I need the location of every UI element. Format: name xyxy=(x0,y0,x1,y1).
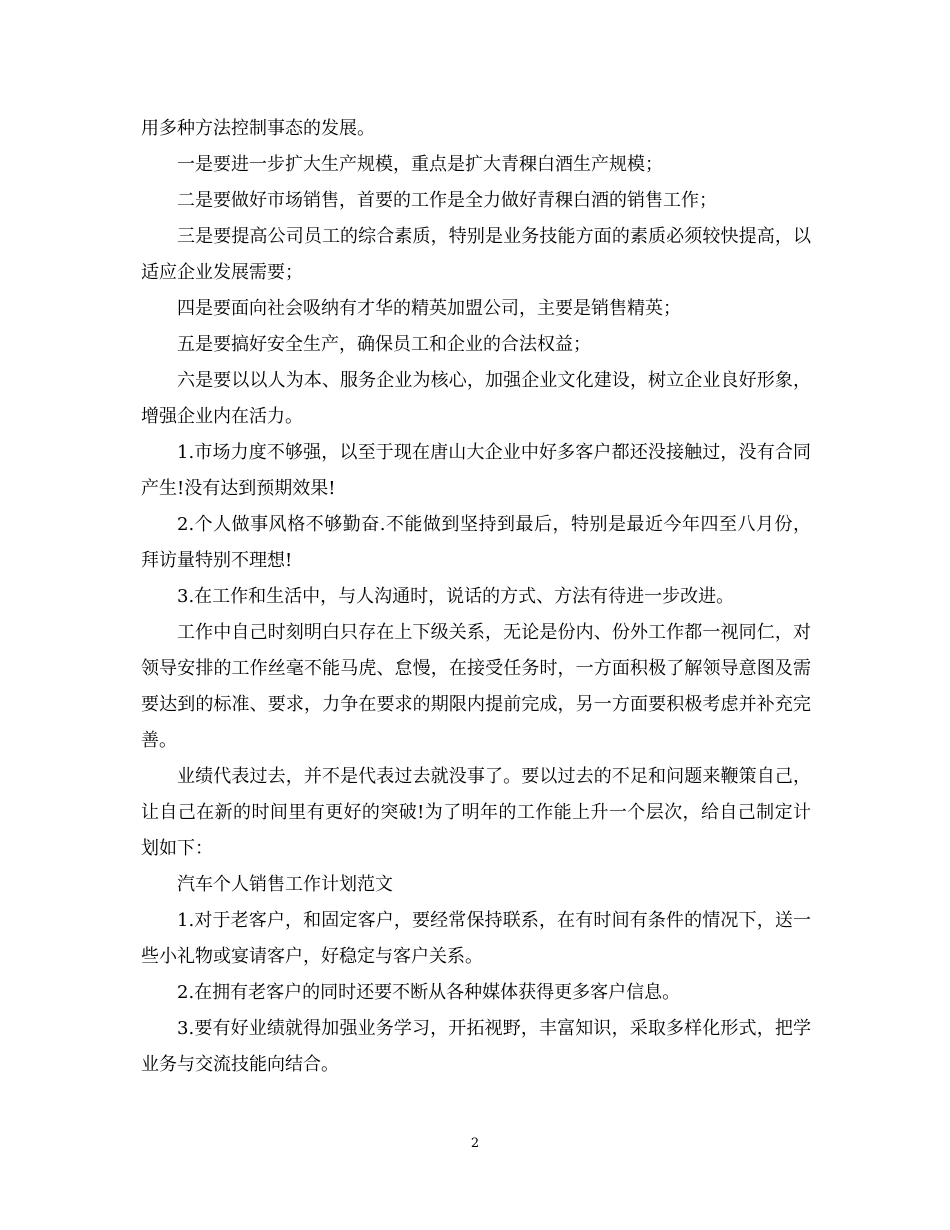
paragraph-8: 1.市场力度不够强，以至于现在唐山大企业中好多客户都还没接触过，没有合同产生!没有达到预期效果! xyxy=(141,442,811,499)
paragraph-12: 业绩代表过去，并不是代表过去就没事了。要以过去的不足和问题来鞭策自己，让自己在新的时间里有更好的突破!为了明年的工作能上升一个层次，给自己制定计划如下： xyxy=(141,766,811,859)
paragraph-1: 用多种方法控制事态的发展。 xyxy=(141,118,375,139)
paragraph-10: 3.在工作和生活中，与人沟通时，说话的方式、方法有待进一步改进。 xyxy=(177,586,735,607)
document-body xyxy=(141,111,811,1083)
page-number: 2 xyxy=(470,1136,480,1151)
paragraph-11: 工作中自己时刻明白只存在上下级关系，无论是份内、份外工作都一视同仁，对领导安排的工作丝毫不能马虎、怠慢，在接受任务时，一方面积极了解领导意图及需要达到的标准、要求，力争在要求的期限内提前完成，另一方面要积极考虑并补充完善。 xyxy=(141,622,811,751)
paragraph-13: 汽车个人销售工作计划范文 xyxy=(177,874,393,895)
paragraph-5: 四是要面向社会吸纳有才华的精英加盟公司，主要是销售精英； xyxy=(177,298,681,319)
paragraph-14: 1.对于老客户，和固定客户，要经常保持联系，在有时间有条件的情况下，送一些小礼物或宴请客户，好稳定与客户关系。 xyxy=(141,910,811,967)
paragraph-16: 3.要有好业绩就得加强业务学习，开拓视野，丰富知识，采取多样化形式，把学业务与交流技能向结合。 xyxy=(141,1018,811,1075)
paragraph-3: 二是要做好市场销售，首要的工作是全力做好青稞白酒的销售工作； xyxy=(177,190,717,211)
paragraph-4: 三是要提高公司员工的综合素质，特别是业务技能方面的素质必须较快提高，以适应企业发展需要； xyxy=(141,226,811,283)
paragraph-15: 2.在拥有老客户的同时还要不断从各种媒体获得更多客户信息。 xyxy=(177,982,681,1003)
paragraph-9: 2.个人做事风格不够勤奋.不能做到坚持到最后，特别是最近今年四至八月份，拜访量特别不理想! xyxy=(141,514,811,571)
paragraph-7: 六是要以以人为本、服务企业为核心，加强企业文化建设，树立企业良好形象，增强企业内在活力。 xyxy=(141,370,811,427)
paragraph-6: 五是要搞好安全生产，确保员工和企业的合法权益； xyxy=(177,334,591,355)
paragraph-2: 一是要进一步扩大生产规模，重点是扩大青稞白酒生产规模； xyxy=(177,154,663,175)
